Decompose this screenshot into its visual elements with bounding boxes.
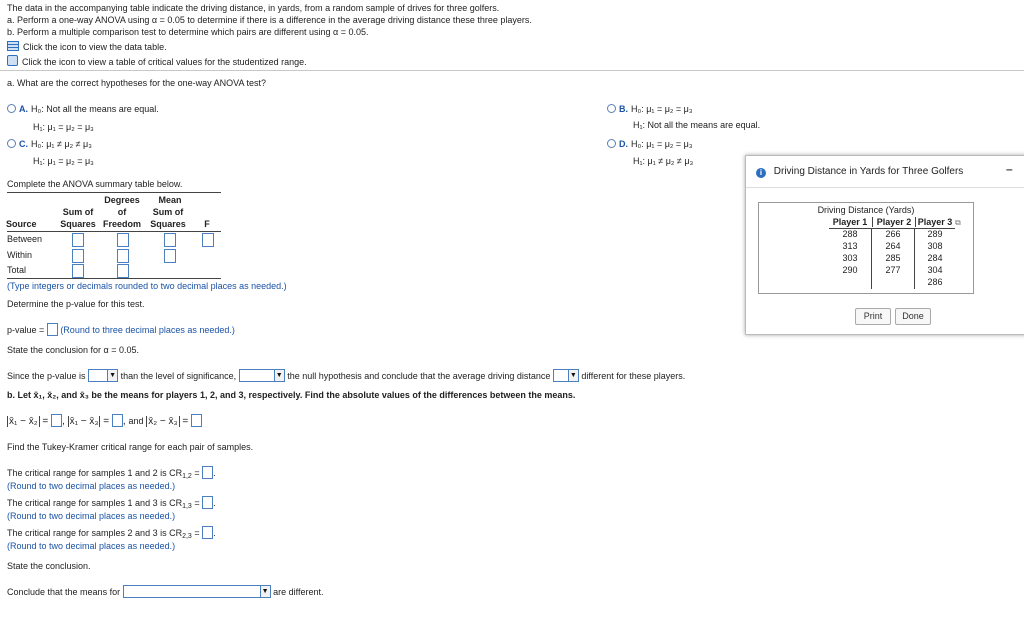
differences-row: x̄₁ − x̄₂ = , x̄₁ − x̄₃ = , and x̄₂ − x̄₃ =	[7, 414, 202, 427]
critical-values-link[interactable]	[7, 55, 307, 67]
cr12-row: The critical range for samples 1 and 2 is $CR_{1,2}$ = .	[7, 468, 216, 480]
cr13-row: The critical range for samples 1 and 3 is $CR_{1,3}$ = .	[7, 498, 216, 510]
are-different-text: are different.	[273, 587, 324, 597]
conclusion-prompt: State the conclusion for α = 0.05.	[7, 345, 140, 355]
driving-distance-table	[758, 202, 974, 294]
ms-head-3: Squares	[150, 219, 186, 229]
col-player-1: Player 1	[832, 217, 868, 227]
part-a-question: a. What are the correct hypotheses for the one-way ANOVA test?	[7, 78, 266, 88]
cr12-hint: (Round to two decimal places as needed.)	[7, 481, 176, 491]
intro-line-3: b. Perform a multiple comparison test to determine which pairs are different using α = 0.05.	[7, 27, 369, 37]
option-c-h0: H₀: μ₁ ≠ μ₂ ≠ μ₃	[31, 139, 92, 149]
option-a[interactable]: A. H₀: Not all the means are equal.	[7, 104, 159, 114]
data-table-title: Driving Distance (Yards)	[817, 205, 915, 215]
different-text: different for these players.	[581, 371, 686, 381]
pvalue-prompt: Determine the p-value for this test.	[7, 299, 145, 309]
option-b[interactable]: B. H₀: μ₁ = μ₂ = μ₃	[607, 104, 693, 114]
cr13-label: The critical range for samples 1 and 3 is CR	[7, 498, 183, 508]
p3-r2: 308	[927, 241, 943, 251]
cr23-row: The critical range for samples 2 and 3 is $CR_{2,3}$ = .	[7, 528, 216, 540]
since-text: Since the p-value is	[7, 371, 86, 381]
anova-hint: (Type integers or decimals rounded to two decimal places as needed.)	[7, 281, 287, 291]
anova-header-rule	[7, 231, 221, 232]
anova-prompt: Complete the ANOVA summary table below.	[7, 179, 183, 189]
anova-bottom-rule	[7, 278, 221, 279]
conclusion-sentence	[7, 369, 685, 382]
comparison-dropdown[interactable]	[88, 369, 118, 382]
df-head-2: of	[117, 207, 127, 217]
ss-head-1: Sum of	[62, 207, 94, 217]
diff13-expr: x̄₁ − x̄₃	[69, 416, 99, 427]
ss-within-input[interactable]	[72, 249, 84, 263]
decision-dropdown[interactable]	[239, 369, 285, 382]
option-b-radio[interactable]	[607, 104, 616, 113]
diff12-input[interactable]	[51, 414, 62, 427]
p2-r4: 277	[885, 265, 901, 275]
and-text: and	[128, 416, 144, 426]
minimize-icon[interactable]: –	[1006, 162, 1013, 176]
copy-icon[interactable]: ⧉	[955, 218, 961, 227]
diff13-input[interactable]	[112, 414, 123, 427]
p2-r1: 266	[885, 229, 901, 239]
data-table-link-text[interactable]: Click the icon to view the data table.	[23, 42, 167, 52]
option-a-radio[interactable]	[7, 104, 16, 113]
option-d-h0: H₀: μ₁ = μ₂ = μ₃	[631, 139, 693, 149]
df-head-3: Freedom	[102, 219, 141, 229]
intro-line-2: a. Perform a one-way ANOVA using α = 0.05 to determine if there is a difference in the average driving distance these three players.	[7, 15, 532, 25]
option-b-h1: H₁: Not all the means are equal.	[633, 120, 761, 130]
part-b-intro: b. Let x̄₁, x̄₂, and x̄₃ be the means for players 1, 2, and 3, respectively. Find the absolute values of the differences between the means.	[7, 390, 576, 400]
ss-between-input[interactable]	[72, 233, 84, 247]
row-total-label: Total	[7, 265, 27, 275]
info-icon: i	[756, 168, 766, 178]
anova-top-rule	[7, 192, 221, 193]
p1-r2: 313	[842, 241, 858, 251]
table-icon[interactable]	[7, 41, 19, 51]
df-head-1: Degrees	[104, 195, 140, 205]
done-button[interactable]: Done	[895, 308, 931, 325]
option-a-h0: H₀: Not all the means are equal.	[31, 104, 159, 114]
p1-r3: 303	[842, 253, 858, 263]
chevron-down-icon[interactable]: ▼	[568, 370, 578, 381]
cr12-label: The critical range for samples 1 and 2 is CR	[7, 468, 183, 478]
col-player-3: Player 3	[915, 217, 954, 227]
divider	[0, 70, 1024, 71]
ms-between-input[interactable]	[164, 233, 176, 247]
option-c-radio[interactable]	[7, 139, 16, 148]
p2-r2: 264	[885, 241, 901, 251]
pvalue-input[interactable]	[47, 323, 58, 336]
option-d-radio[interactable]	[607, 139, 616, 148]
df-between-input[interactable]	[117, 233, 129, 247]
conclude-text: Conclude that the means for	[7, 587, 121, 597]
tukey-prompt: Find the Tukey-Kramer critical range for each pair of samples.	[7, 442, 254, 452]
p2-r3: 285	[885, 253, 901, 263]
null-text: the null hypothesis and conclude that the average driving distance	[287, 371, 551, 381]
option-b-h0: H₀: μ₁ = μ₂ = μ₃	[631, 104, 693, 114]
option-c[interactable]: C. H₀: μ₁ ≠ μ₂ ≠ μ₃	[7, 139, 92, 149]
source-head: Source	[6, 219, 37, 229]
diff23-input[interactable]	[191, 414, 202, 427]
data-table-link[interactable]	[7, 41, 167, 52]
cr23-hint: (Round to two decimal places as needed.)	[7, 541, 176, 551]
than-text: than the level of significance,	[120, 371, 237, 381]
f-input[interactable]	[202, 233, 214, 247]
ss-total-input[interactable]	[72, 264, 84, 278]
state-conclusion: State the conclusion.	[7, 561, 91, 571]
popup-header	[756, 166, 963, 178]
option-a-h1: H₁: μ₁ = μ₂ = μ₃	[33, 122, 94, 132]
pairs-dropdown[interactable]	[123, 585, 271, 598]
ss-head-2: Squares	[60, 219, 96, 229]
pvalue-hint: (Round to three decimal places as needed.)	[60, 325, 235, 335]
chevron-down-icon[interactable]: ▼	[274, 370, 284, 381]
is-dropdown[interactable]	[553, 369, 579, 382]
means-conclusion-row	[7, 585, 323, 598]
ms-head-2: Sum of	[152, 207, 184, 217]
p3-r3: 284	[927, 253, 943, 263]
row-within-label: Within	[7, 250, 33, 260]
p3-r4: 304	[927, 265, 943, 275]
ms-head-1: Mean	[158, 195, 182, 205]
col-player-2: Player 2	[872, 217, 915, 227]
df-total-input[interactable]	[117, 264, 129, 278]
df-within-input[interactable]	[117, 249, 129, 263]
pvalue-label: p-value =	[7, 325, 45, 335]
document-icon[interactable]	[7, 55, 18, 66]
option-d-h1: H₁: μ₁ ≠ μ₂ ≠ μ₃	[633, 156, 694, 166]
p1-r4: 290	[842, 265, 858, 275]
p1-r1: 288	[842, 229, 858, 239]
diff12-expr: x̄₁ − x̄₂	[9, 416, 38, 427]
chevron-down-icon[interactable]: ▼	[107, 370, 117, 381]
cr13-input[interactable]	[202, 496, 213, 509]
chevron-down-icon[interactable]: ▼	[260, 586, 270, 597]
cr12-sub: 1,2	[182, 473, 192, 480]
data-popup	[745, 155, 1024, 335]
p3-r1: 289	[927, 229, 943, 239]
cr13-sub: 1,3	[182, 503, 192, 510]
critical-values-link-text[interactable]: Click the icon to view a table of critical values for the studentized range.	[22, 57, 307, 67]
row-between-label: Between	[7, 234, 43, 244]
popup-title: Driving Distance in Yards for Three Golfers	[773, 166, 964, 177]
print-button[interactable]: Print	[855, 308, 891, 325]
f-head: F	[204, 219, 210, 229]
pvalue-row	[7, 323, 235, 336]
p3-r5: 286	[927, 277, 943, 287]
cr23-label: The critical range for samples 2 and 3 is CR	[7, 528, 183, 538]
ms-within-input[interactable]	[164, 249, 176, 263]
cr12-input[interactable]	[202, 466, 213, 479]
intro-line-1: The data in the accompanying table indicate the driving distance, in yards, from a random sample of drives for three golfers.	[7, 3, 500, 13]
option-c-h1: H₁: μ₁ = μ₂ = μ₃	[33, 156, 94, 166]
cr23-input[interactable]	[202, 526, 213, 539]
popup-divider	[746, 187, 1024, 188]
cr13-hint: (Round to two decimal places as needed.)	[7, 511, 176, 521]
option-d[interactable]: D. H₀: μ₁ = μ₂ = μ₃	[607, 139, 693, 149]
diff23-expr: x̄₂ − x̄₃	[148, 416, 178, 427]
cr23-sub: 2,3	[182, 533, 192, 540]
